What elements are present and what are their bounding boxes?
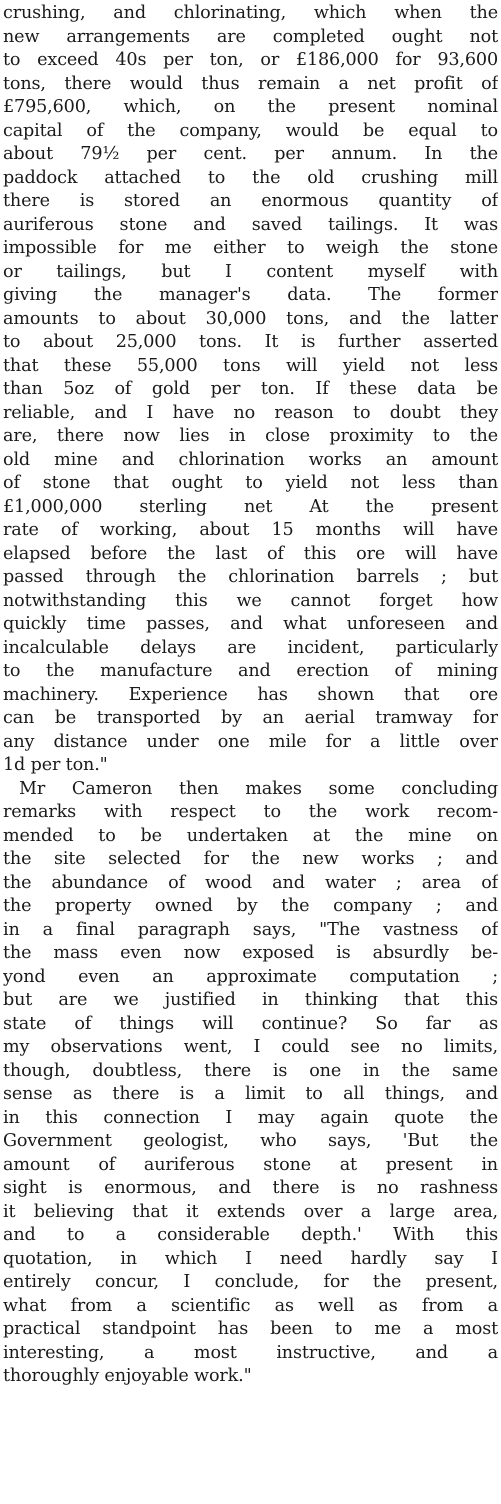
text-line: but are we justified in thinking that this [3, 990, 498, 1010]
text-line: £1,000,000 sterling net At the present [3, 496, 498, 517]
text-line-last: 1d per ton." [3, 755, 108, 775]
text-line: tons, there would thus remain a net profit of [3, 73, 498, 94]
text-line: giving the manager's data. The former [3, 285, 498, 305]
paragraph-mine-output [3, 2, 498, 778]
text-line: and to a considerable depth.' With this [3, 1225, 498, 1245]
text-line: in this connection I may again quote the [3, 1107, 498, 1128]
text-line: entirely concur, I conclude, for the present, [3, 1272, 498, 1292]
text-line: reliable, and I have no reason to doubt they [3, 402, 498, 423]
text-line: practical standpoint has been to me a most [3, 1319, 498, 1339]
text-line: though, doubtless, there is one in the same [3, 1060, 498, 1081]
text-line: £795,600, which, on the present nominal [3, 97, 498, 117]
text-line: impossible for me either to weigh the stone [3, 238, 498, 258]
text-line: that these 55,000 tons will yield not less [3, 355, 498, 376]
paragraph-concluding-remarks [3, 778, 498, 1389]
text-line: of stone that ought to yield not less than [3, 473, 498, 493]
text-line: my observations went, I could see no limits, [3, 1037, 498, 1057]
text-line: crushing, and chlorinating, which when the [3, 3, 498, 23]
text-line: quickly time passes, and what unforeseen and [3, 614, 498, 634]
text-line: interesting, a most instructive, and a [3, 1342, 498, 1363]
text-line: yond even an approximate computation ; [3, 966, 498, 987]
text-line: about 79½ per cent. per annum. In the [3, 144, 498, 164]
text-line: are, there now lies in close proximity to the [3, 426, 498, 446]
text-line: can be transported by an aerial tramway for [3, 708, 498, 728]
text-line: in a final paragraph says, "The vastness of [3, 919, 498, 940]
text-line: quotation, in which I need hardly say I [3, 1248, 498, 1269]
text-line: Government geologist, who says, 'But the [3, 1131, 498, 1151]
text-line-first: Mr Cameron then makes some concluding [19, 778, 498, 799]
text-line: incalculable delays are incident, particularly [3, 637, 498, 658]
text-line: amount of auriferous stone at present in [3, 1154, 498, 1175]
text-line: remarks with respect to the work recom- [3, 802, 498, 822]
text-line: the mass even now exposed is absurdly be- [3, 943, 498, 963]
text-line: what from a scientific as well as from a [3, 1295, 498, 1316]
text-line: mended to be undertaken at the mine on [3, 825, 498, 846]
text-line: passed through the chlorination barrels ; but [3, 567, 498, 587]
text-line: elapsed before the last of this ore will have [3, 543, 498, 564]
text-line: rate of working, about 15 months will have [3, 520, 498, 540]
text-line: state of things will continue? So far as [3, 1013, 498, 1034]
text-line: the abundance of wood and water ; area of [3, 872, 498, 893]
text-line: to about 25,000 tons. It is further asserted [3, 332, 498, 352]
text-line: sight is enormous, and there is no rashness [3, 1178, 498, 1198]
text-line: auriferous stone and saved tailings. It was [3, 214, 498, 235]
text-line: the site selected for the new works ; and [3, 849, 498, 869]
text-line: amounts to about 30,000 tons, and the latter [3, 308, 498, 329]
text-line: any distance under one mile for a little over [3, 731, 498, 752]
text-line: to the manufacture and erection of mining [3, 661, 498, 681]
text-line: it believing that it extends over a large area, [3, 1201, 498, 1222]
text-line: capital of the company, would be equal to [3, 120, 498, 141]
text-line: new arrangements are completed ought not [3, 26, 498, 47]
text-line: or tailings, but I content myself with [3, 261, 498, 282]
text-line: there is stored an enormous quantity of [3, 191, 498, 211]
text-line: old mine and chlorination works an amount [3, 449, 498, 470]
article-text-column [3, 2, 498, 1389]
text-line: notwithstanding this we cannot forget how [3, 590, 498, 611]
text-line: paddock attached to the old crushing mill [3, 167, 498, 188]
text-line-last: thoroughly enjoyable work." [3, 1366, 252, 1386]
text-line: machinery. Experience has shown that ore [3, 684, 498, 705]
text-line: the property owned by the company ; and [3, 896, 498, 916]
text-line: than 5oz of gold per ton. If these data be [3, 379, 498, 399]
text-line: to exceed 40s per ton, or £186,000 for 93,600 [3, 50, 498, 70]
text-line: sense as there is a limit to all things, and [3, 1084, 498, 1104]
